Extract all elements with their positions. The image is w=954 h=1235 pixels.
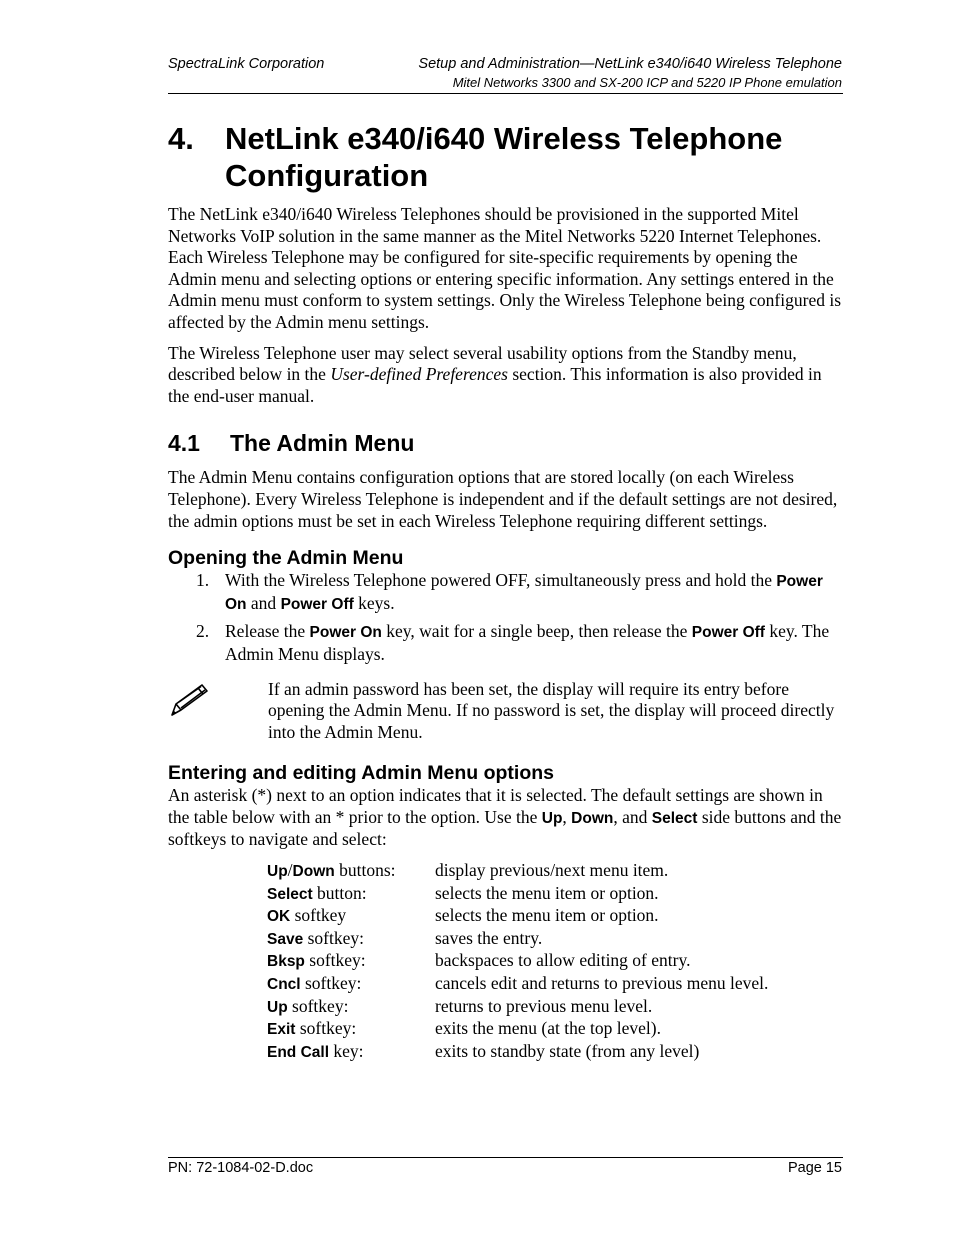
table-row [267, 1041, 843, 1064]
key-description: exits the menu (at the top level). [435, 1018, 661, 1039]
table-row [267, 860, 843, 883]
section-4-1-paragraph: The Admin Menu contains configuration options that are stored locally (on each Wireless Telephone). Every Wireless Telephone is independent and if the default settings are not desired, the admin options must be set in each Wireless Telephone requiring different settings. [168, 467, 838, 531]
table-row [267, 996, 843, 1019]
table-row [267, 950, 843, 973]
key-up: Up [541, 809, 563, 827]
table-row [267, 883, 843, 906]
emphasis-user-defined-preferences: User-defined Preferences [330, 364, 508, 385]
header-company: SpectraLink Corporation [168, 56, 325, 72]
header-subtitle: Mitel Networks 3300 and SX-200 ICP and 5220 IP Phone emulation [452, 75, 842, 90]
key-select: Select [651, 809, 698, 827]
key-description: cancels edit and returns to previous menu level. [435, 973, 769, 994]
key-label: Select button: [267, 882, 367, 903]
header-title: Setup and Administration—NetLink e340/i640 Wireless Telephone [418, 56, 842, 72]
opening-admin-menu-heading: Opening the Admin Menu [168, 547, 404, 570]
key-description: saves the entry. [435, 927, 543, 948]
section-title: NetLink e340/i640 Wireless Telephone Configuration [225, 121, 783, 193]
section-4-1-heading [168, 430, 843, 457]
list-item [168, 621, 843, 665]
step-number: 2. [196, 621, 210, 642]
key-description: selects the menu item or option. [435, 882, 659, 903]
list-item [168, 570, 843, 615]
key-power-off: Power Off [691, 624, 765, 642]
table-row [267, 928, 843, 951]
section-number: 4. [168, 121, 194, 156]
editing-paragraph: An asterisk (*) next to an option indicates that it is selected. The default settings are shown in the table below with an * prior to the option. Use the Up, Down, and Select side buttons and the softkeys to navigate and select: [168, 785, 842, 850]
key-power-off: Power Off [280, 595, 354, 613]
header-divider [168, 93, 843, 94]
key-label: Bksp softkey: [267, 950, 366, 971]
step-number: 1. [196, 570, 210, 591]
key-label: OK softkey [267, 905, 347, 926]
key-description: selects the menu item or option. [435, 905, 659, 926]
step-text: Release the Power On key, wait for a single beep, then release the Power Off key. The Admin Menu displays. [225, 621, 830, 664]
key-definitions [267, 860, 843, 1063]
note-text: If an admin password has been set, the display will require its entry before opening the Admin Menu. If no password is set, the display will proceed directly into the Admin Menu. [268, 678, 835, 742]
key-description: exits to standby state (from any level) [435, 1040, 700, 1061]
entering-editing-heading: Entering and editing Admin Menu options [168, 762, 555, 785]
key-description: display previous/next menu item. [435, 860, 669, 881]
table-row [267, 905, 843, 928]
section-4-heading [168, 120, 843, 194]
key-label: Up/Down buttons: [267, 860, 396, 881]
key-description: returns to previous menu level. [435, 995, 653, 1016]
subsection-number: 4.1 [168, 430, 200, 457]
table-row [267, 1018, 843, 1041]
key-label: Exit softkey: [267, 1018, 357, 1039]
steps-list [168, 570, 843, 665]
key-power-on: Power On [225, 573, 823, 613]
note-block [168, 679, 843, 744]
key-description: backspaces to allow editing of entry. [435, 950, 691, 971]
section-4-paragraph-2: The Wireless Telephone user may select several usability options from the Standby menu, described below in the User-defined Preferences section. This information is also provided in the end-user manual. [168, 342, 822, 406]
footer-divider [168, 1157, 843, 1158]
key-power-on: Power On [309, 624, 382, 642]
table-row [267, 973, 843, 996]
key-label: End Call key: [267, 1040, 364, 1061]
key-label: Cncl softkey: [267, 973, 362, 994]
footer-page-number: Page 15 [787, 1160, 842, 1176]
pencil-icon [168, 679, 268, 744]
section-4-paragraph-1: The NetLink e340/i640 Wireless Telephones should be provisioned in the supported Mitel Networks VoIP solution in the same manner as the Mitel Networks 5220 Internet Telephones. Each Wireless Telephone may be configured for site-specific requirements by opening the Admin menu and selecting options or entering specific information. Any settings entered in the Admin menu must conform to system settings. Only the Wireless Telephone being configured is affected by the Admin menu settings. [168, 204, 842, 332]
subsection-title: The Admin Menu [230, 430, 415, 457]
step-text: With the Wireless Telephone powered OFF, simultaneously press and hold the Power On and Power Off keys. [225, 570, 823, 613]
key-label: Up softkey: [267, 995, 349, 1016]
page-body [168, 120, 843, 1063]
key-down: Down [571, 809, 614, 827]
footer-part-number: PN: 72-1084-02-D.doc [168, 1160, 314, 1176]
key-label: Save softkey: [267, 927, 364, 948]
